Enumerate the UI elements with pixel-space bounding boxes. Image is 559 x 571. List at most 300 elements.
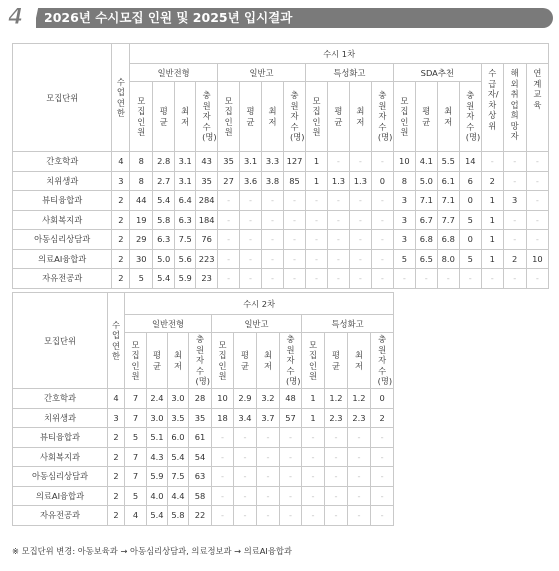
value-cell: - [503,210,526,230]
value-cell: 7 [125,447,147,467]
years-cell: 2 [112,210,130,230]
value-cell: 48 [280,389,302,409]
value-cell: 6 [459,171,481,191]
value-cell: 3.3 [262,152,284,172]
value-cell: - [218,230,240,250]
value-cell: 18 [212,408,234,428]
value-cell: - [257,506,280,526]
value-cell: - [305,210,327,230]
value-cell: - [327,249,349,269]
value-cell: 3.4 [234,408,257,428]
value-cell: - [371,191,393,211]
value-cell: 35 [196,171,218,191]
value-cell: - [240,230,262,250]
group-header: 특성화고 [305,64,393,82]
table-row [13,486,394,506]
section-header [0,6,553,30]
value-cell: - [327,191,349,211]
column-header: 평균 [327,82,349,152]
value-cell: - [348,447,371,467]
value-cell: - [371,210,393,230]
value-cell: - [284,230,306,250]
value-cell: - [325,428,348,448]
value-cell: - [218,269,240,289]
value-cell: 14 [459,152,481,172]
value-cell: - [327,230,349,250]
value-cell: - [348,506,371,526]
value-cell: - [262,269,284,289]
years-cell: 3 [108,408,125,428]
value-cell: - [371,467,394,487]
value-cell: - [349,249,371,269]
value-cell: 29 [130,230,153,250]
value-cell: 8 [130,171,153,191]
value-cell: 2.8 [153,152,175,172]
value-cell: 35 [189,408,212,428]
value-cell: 5.9 [147,467,168,487]
value-cell: 284 [196,191,218,211]
years-cell: 2 [108,428,125,448]
years-cell: 2 [108,467,125,487]
value-cell: 1 [305,152,327,172]
value-cell: - [305,230,327,250]
value-cell: - [257,428,280,448]
value-cell: 5 [393,249,415,269]
value-cell: - [349,230,371,250]
value-cell: - [325,506,348,526]
value-cell: 6.3 [153,230,175,250]
years-cell: 4 [112,152,130,172]
value-cell: 3 [503,191,526,211]
value-cell: - [234,506,257,526]
value-cell: 6.4 [175,191,196,211]
value-cell: - [284,191,306,211]
column-header: 모집인원 [393,82,415,152]
value-cell: 5 [130,269,153,289]
value-cell: - [481,269,503,289]
value-cell: - [262,230,284,250]
value-cell: - [325,486,348,506]
value-cell: 3.1 [175,171,196,191]
value-cell: 54 [189,447,212,467]
value-cell: - [280,486,302,506]
value-cell: - [280,447,302,467]
value-cell: - [348,486,371,506]
column-header: 최저 [262,82,284,152]
value-cell: 2.9 [234,389,257,409]
value-cell: 6.1 [437,171,459,191]
value-cell: - [262,210,284,230]
value-cell: - [234,486,257,506]
value-cell: 5.9 [175,269,196,289]
value-cell: 3 [393,230,415,250]
value-cell: 7 [125,467,147,487]
value-cell: - [371,269,393,289]
years-cell: 2 [112,269,130,289]
value-cell: - [302,467,325,487]
value-cell: 3.1 [175,152,196,172]
value-cell: 1 [305,171,327,191]
value-cell: 5.0 [415,171,437,191]
value-cell: - [349,152,371,172]
value-cell: 5.4 [168,447,189,467]
value-cell: - [305,249,327,269]
value-cell: - [349,210,371,230]
years-cell: 3 [112,171,130,191]
value-cell: 10 [393,152,415,172]
value-cell: - [212,467,234,487]
value-cell: 2 [503,249,526,269]
value-cell: - [240,210,262,230]
value-cell: 1 [302,408,325,428]
value-cell: 3.0 [168,389,189,409]
table-row [13,230,549,250]
value-cell: - [526,171,548,191]
value-cell: 3.7 [257,408,280,428]
group-header: 특성화고 [302,315,394,333]
table-row [13,249,549,269]
value-cell: 5.6 [175,249,196,269]
value-cell: - [305,269,327,289]
value-cell: - [240,249,262,269]
column-header: 최저 [348,333,371,389]
value-cell: 5.4 [153,269,175,289]
table-row [13,408,394,428]
column-header: 평균 [325,333,348,389]
years-header: 수업연한 [108,293,125,389]
value-cell: 4.4 [168,486,189,506]
value-cell: 3 [393,210,415,230]
value-cell: - [284,249,306,269]
value-cell: 4.1 [415,152,437,172]
group-header: 일반전형 [125,315,212,333]
column-header: 충원자수(명) [371,333,394,389]
value-cell: - [526,152,548,172]
value-cell: - [393,269,415,289]
value-cell: - [503,171,526,191]
value-cell: 5.0 [153,249,175,269]
value-cell: - [349,269,371,289]
value-cell: 2.3 [348,408,371,428]
column-header: 충원자수(명) [280,333,302,389]
value-cell: 6.3 [175,210,196,230]
value-cell: - [257,447,280,467]
value-cell: 127 [284,152,306,172]
value-cell: 223 [196,249,218,269]
years-header: 수업연한 [112,44,130,152]
value-cell: - [284,269,306,289]
dept-header: 모집단위 [13,293,108,389]
table-round2 [12,292,394,526]
value-cell: - [503,230,526,250]
value-cell: - [348,428,371,448]
round-title: 수시 2차 [125,293,394,315]
value-cell: 35 [218,152,240,172]
dept-cell: 간호학과 [13,152,112,172]
value-cell: - [503,269,526,289]
dept-cell: 사회복지과 [13,210,112,230]
value-cell: 1 [481,230,503,250]
value-cell: 2.4 [147,389,168,409]
value-cell: - [481,152,503,172]
value-cell: 184 [196,210,218,230]
value-cell: 10 [212,389,234,409]
value-cell: 6.0 [168,428,189,448]
value-cell: 19 [130,210,153,230]
column-header: 모집인원 [302,333,325,389]
value-cell: - [371,230,393,250]
value-cell: 63 [189,467,212,487]
value-cell: 44 [130,191,153,211]
value-cell: 27 [218,171,240,191]
value-cell: - [415,269,437,289]
value-cell: 8 [393,171,415,191]
value-cell: - [349,191,371,211]
value-cell: 57 [280,408,302,428]
value-cell: 5.4 [153,191,175,211]
value-cell: 3.1 [240,152,262,172]
value-cell: - [262,249,284,269]
dept-cell: 사회복지과 [13,447,108,467]
value-cell: 6.8 [415,230,437,250]
value-cell: 0 [459,191,481,211]
value-cell: - [526,210,548,230]
value-cell: 43 [196,152,218,172]
group-header: 일반고 [212,315,302,333]
dept-cell: 의료AI융합과 [13,249,112,269]
dept-cell: 치위생과 [13,408,108,428]
table-row [13,506,394,526]
value-cell: - [371,152,393,172]
value-cell: 5.1 [147,428,168,448]
value-cell: - [280,467,302,487]
value-cell: 3 [393,191,415,211]
dept-cell: 자유전공과 [13,269,112,289]
value-cell: 10 [526,249,548,269]
dept-cell: 뷰티융합과 [13,428,108,448]
column-header: 충원자수(명) [284,82,306,152]
value-cell: 1 [302,389,325,409]
value-cell: - [280,428,302,448]
table-row [13,269,549,289]
value-cell: 1.3 [327,171,349,191]
value-cell: 8.0 [437,249,459,269]
value-cell: 76 [196,230,218,250]
table-row [13,152,549,172]
dept-cell: 뷰티융합과 [13,191,112,211]
value-cell: - [234,428,257,448]
value-cell: - [302,506,325,526]
column-header: 최저 [175,82,196,152]
value-cell: 5 [125,486,147,506]
value-cell: 7.7 [437,210,459,230]
column-header: 최저 [168,333,189,389]
value-cell: 8 [130,152,153,172]
group-header: SDA추천 [393,64,481,82]
value-cell: - [212,506,234,526]
column-header: 최저 [257,333,280,389]
value-cell: 7.1 [437,191,459,211]
value-cell: 22 [189,506,212,526]
table-row [13,447,394,467]
years-cell: 2 [108,506,125,526]
value-cell: 3.5 [168,408,189,428]
value-cell: - [371,447,394,467]
section-title: 2026년 수시모집 인원 및 2025년 입시결과 [44,10,293,25]
value-cell: - [371,486,394,506]
value-cell: - [325,447,348,467]
value-cell: - [371,506,394,526]
value-cell: - [503,152,526,172]
years-cell: 4 [108,389,125,409]
value-cell: 7 [125,389,147,409]
column-header: 충원자수(명) [189,333,212,389]
dept-cell: 간호학과 [13,389,108,409]
value-cell: - [212,486,234,506]
value-cell: 7.5 [168,467,189,487]
value-cell: 3.6 [240,171,262,191]
value-cell: - [327,152,349,172]
column-header: 평균 [153,82,175,152]
dept-header: 모집단위 [13,44,112,152]
value-cell: - [262,191,284,211]
value-cell: 1.2 [325,389,348,409]
column-header: 모집인원 [212,333,234,389]
column-header: 평균 [147,333,168,389]
years-cell: 2 [108,486,125,506]
value-cell: 5.8 [153,210,175,230]
value-cell: 5.5 [437,152,459,172]
table-row [13,428,394,448]
dept-cell: 치위생과 [13,171,112,191]
value-cell: - [302,447,325,467]
dept-cell: 의료AI융합과 [13,486,108,506]
value-cell: 1.3 [349,171,371,191]
value-cell: 7.5 [175,230,196,250]
column-header: 평균 [240,82,262,152]
value-cell: - [348,467,371,487]
value-cell: 1 [481,210,503,230]
table-round1 [12,43,549,289]
value-cell: 7.1 [415,191,437,211]
value-cell: - [284,210,306,230]
dept-cell: 자유전공과 [13,506,108,526]
round-title: 수시 1차 [130,44,549,64]
value-cell: 5 [459,210,481,230]
value-cell: 28 [189,389,212,409]
value-cell: - [327,269,349,289]
footnote: ※ 모집단위 변경: 아동보육과 → 아동심리상담과, 의료정보과 → 의료AI융합과 [12,546,292,556]
extra-column-header: 수급자/차상위 [481,64,503,152]
value-cell: 2.7 [153,171,175,191]
value-cell: 3.8 [262,171,284,191]
extra-column-header: 연계교육 [526,64,548,152]
value-cell: 7 [125,408,147,428]
value-cell: 0 [371,389,394,409]
extra-column-header: 해외취업희망자 [503,64,526,152]
column-header: 모집인원 [130,82,153,152]
value-cell: - [526,269,548,289]
value-cell: - [212,447,234,467]
value-cell: 0 [459,230,481,250]
value-cell: 5 [125,428,147,448]
value-cell: 6.5 [415,249,437,269]
value-cell: 2 [481,171,503,191]
value-cell: 4.3 [147,447,168,467]
value-cell: - [240,269,262,289]
value-cell: - [327,210,349,230]
value-cell: 5 [459,249,481,269]
value-cell: - [526,230,548,250]
value-cell: 58 [189,486,212,506]
column-header: 최저 [349,82,371,152]
table-row [13,389,394,409]
value-cell: 1 [481,249,503,269]
value-cell: - [302,428,325,448]
value-cell: - [437,269,459,289]
value-cell: 61 [189,428,212,448]
value-cell: 85 [284,171,306,191]
value-cell: 6.7 [415,210,437,230]
table-row [13,210,549,230]
column-header: 최저 [437,82,459,152]
value-cell: - [240,191,262,211]
value-cell: 0 [371,171,393,191]
years-cell: 2 [112,191,130,211]
group-header: 일반고 [218,64,306,82]
value-cell: - [218,249,240,269]
value-cell: - [234,447,257,467]
value-cell: - [302,486,325,506]
value-cell: - [371,249,393,269]
dept-cell: 아동심리상담과 [13,467,108,487]
value-cell: 2 [371,408,394,428]
years-cell: 2 [108,447,125,467]
dept-cell: 아동심리상담과 [13,230,112,250]
value-cell: 5.8 [168,506,189,526]
value-cell: 5.4 [147,506,168,526]
years-cell: 2 [112,230,130,250]
column-header: 모집인원 [125,333,147,389]
group-header: 일반전형 [130,64,218,82]
value-cell: - [212,428,234,448]
value-cell: - [257,486,280,506]
table-row [13,191,549,211]
table-row [13,171,549,191]
value-cell: 3.0 [147,408,168,428]
value-cell: - [459,269,481,289]
value-cell: - [325,467,348,487]
column-header: 평균 [415,82,437,152]
value-cell: 4.0 [147,486,168,506]
value-cell: - [305,191,327,211]
value-cell: - [257,467,280,487]
value-cell: 3.2 [257,389,280,409]
value-cell: - [218,210,240,230]
value-cell: 2.3 [325,408,348,428]
column-header: 충원자수(명) [459,82,481,152]
column-header: 평균 [234,333,257,389]
value-cell: 1 [481,191,503,211]
value-cell: - [218,191,240,211]
value-cell: 23 [196,269,218,289]
value-cell: 6.8 [437,230,459,250]
value-cell: - [371,428,394,448]
value-cell: 4 [125,506,147,526]
table-row [13,467,394,487]
section-number: 4 [6,4,36,32]
value-cell: 30 [130,249,153,269]
